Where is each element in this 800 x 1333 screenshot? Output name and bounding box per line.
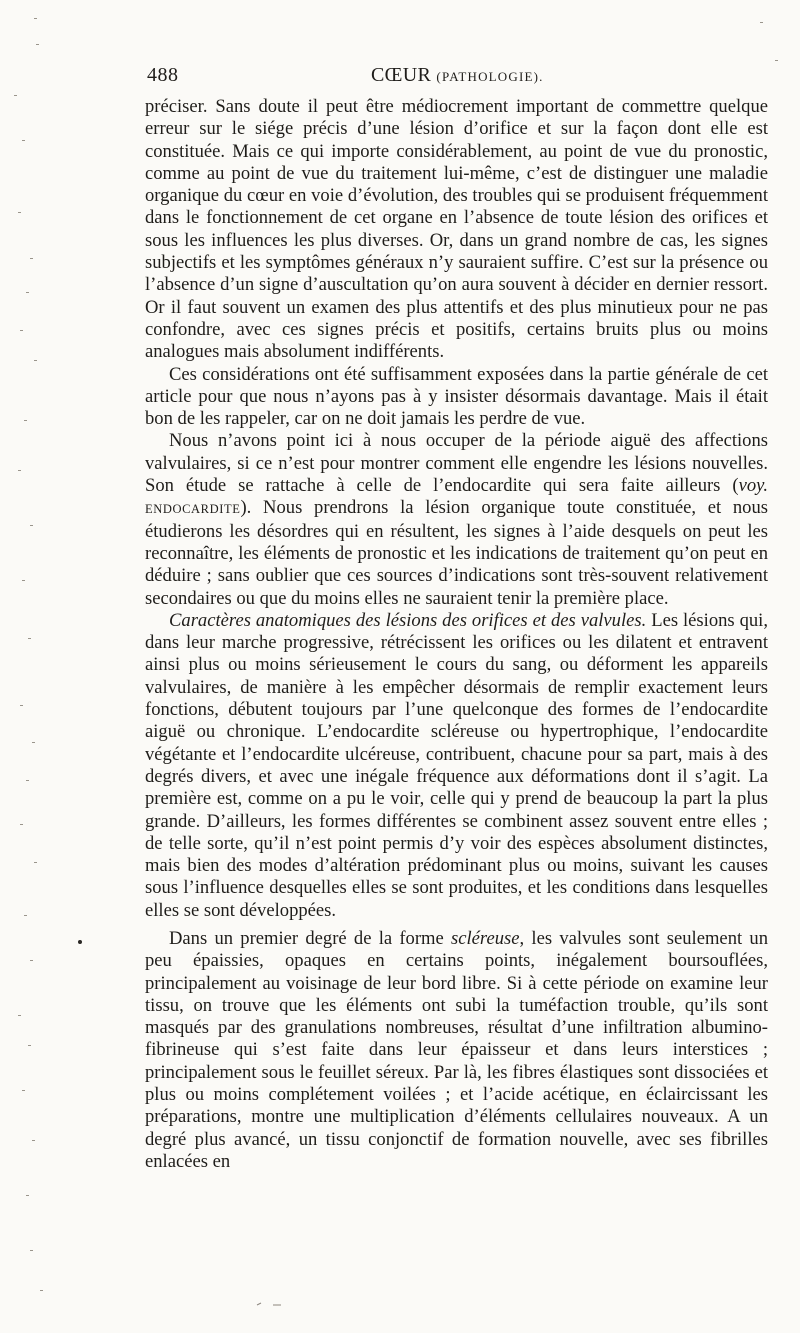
page-header: [147, 64, 767, 92]
paragraph-2: Ces considérations ont été suffisamment exposées dans la partie générale de cet article pour que nous n’ayons pas à y insister désormais davantage. Mais il était bon de les rappeler, car on ne doit jamais les perdre de vue.: [145, 363, 768, 430]
page-number: 488: [147, 64, 179, 86]
section-heading: Caractères anatomiques des lésions des orifices et des valvules.: [169, 609, 647, 631]
page-body: [145, 96, 768, 1173]
paragraph-5-text-b: , les valvules sont seulement un peu épaissies, opaques en certains points, inégalement boursouflées, principalement au voisinage de leur bord libre. Si à cette période on examine leur tissu, on trouve que les éléments ont subi la tuméfaction trouble, qu’ils sont masqués par des granulations nombreuses, résultat d’une infiltration albumino-fibrineuse qui s’est faite dans leur épaisseur et dans leurs interstices ; principalement sous le feuillet séreux. Par là, les fibres élastiques sont dissociées et plus ou moins complétement voilées ; et l’acide acétique, en éclaircissant les préparations, montre une multiplication d’éléments cellulaires nouveaux. A un degré plus avancé, un tissu conjonctif de formation nouvelle, avec ses fibrilles enlacées en: [145, 927, 768, 1172]
paragraph-3-text-b: ). Nous prendrons la lésion organique toute constituée, et nous étudierons les désordres qui en résultent, les signes à l’aide desquels on peut les reconnaître, les éléments de pronostic et les indications de traitement qu’on peut en déduire ; sans oublier que ces sources d’indications sont très-souvent relativement secondaires ou que du moins elles ne sauraient tenir la première place.: [145, 497, 768, 609]
paragraph-4: [145, 610, 768, 922]
paragraph-3-text-a: Nous n’avons point ici à nous occuper de la période aiguë des affections valvulaires, si ce n’est pour montrer comment elle engendre les lésions nouvelles. Son étude se rattache à celle de l’endocardite qui sera faite ailleurs (: [145, 430, 768, 497]
voy-abbreviation: voy.: [738, 475, 768, 497]
paragraph-3: [145, 430, 768, 609]
term-sclereuse: scléreuse: [451, 927, 520, 949]
running-head-subtitle: (PATHOLOGIE).: [436, 69, 544, 84]
running-head-title: CŒUR: [371, 64, 432, 86]
running-head: [371, 64, 544, 87]
paragraph-5: [145, 928, 768, 1173]
paragraph-5-text-a: Dans un premier degré de la forme: [169, 927, 452, 949]
cross-reference-endocardite: ENDOCARDITE: [145, 502, 241, 517]
paragraph-4-text: Les lésions qui, dans leur marche progressive, rétrécissent les orifices ou les dilatent et entravent ainsi plus ou moins sérieusement le cours du sang, ou déforment les appareils valvulaires, de manière à les empêcher désormais de remplir exactement leurs fonctions, débutent toujours par l’une quelconque des formes de l’endocardite aiguë ou chronique. L’endocardite scléreuse ou hypertrophique, l’endocardite végétante et l’endocardite ulcéreuse, contribuent, chacune pour sa part, mais à des degrés divers, et avec une inégale fréquence aux déformations dont il s’agit. La première est, comme on a pu le voir, celle qui y prend de beaucoup la part la plus grande. D’ailleurs, les formes différentes se combinent assez souvent entre elles ; de telle sorte, qu’il n’est point permis d’y voir des espèces absolument distinctes, mais bien des modes d’altération prédominant plus ou moins, suivant les causes sous l’influence desquelles elles se sont produites, et les conditions dans lesquelles elles se sont développées.: [145, 609, 768, 921]
paragraph-1: préciser. Sans doute il peut être médiocrement important de commettre quelque erreur sur le siége précis d’une lésion d’orifice et sur la façon dont elle est constituée. Mais ce qui importe considérablement, au point de vue du pronostic, comme au point de vue du traitement lui-même, c’est de distinguer une maladie organique du cœur en voie d’évolution, des troubles qui se produisent fréquemment dans le fonctionnement de cet organe en l’absence de toute lésion des orifices et sous les influences les plus diverses. Or, dans un grand nombre de cas, les signes subjectifs et les symptômes généraux n’y sauraient suffire. C’est sur la présence ou l’absence d’un signe d’auscultation qu’on aura souvent à décider en dernier ressort. Or il faut souvent un examen des plus attentifs et des plus minutieux pour ne pas confondre, avec ces signes précis et positifs, certains bruits plus ou moins analogues mais absolument indifférents.: [145, 96, 768, 363]
footer-scan-mark: [255, 1300, 285, 1304]
